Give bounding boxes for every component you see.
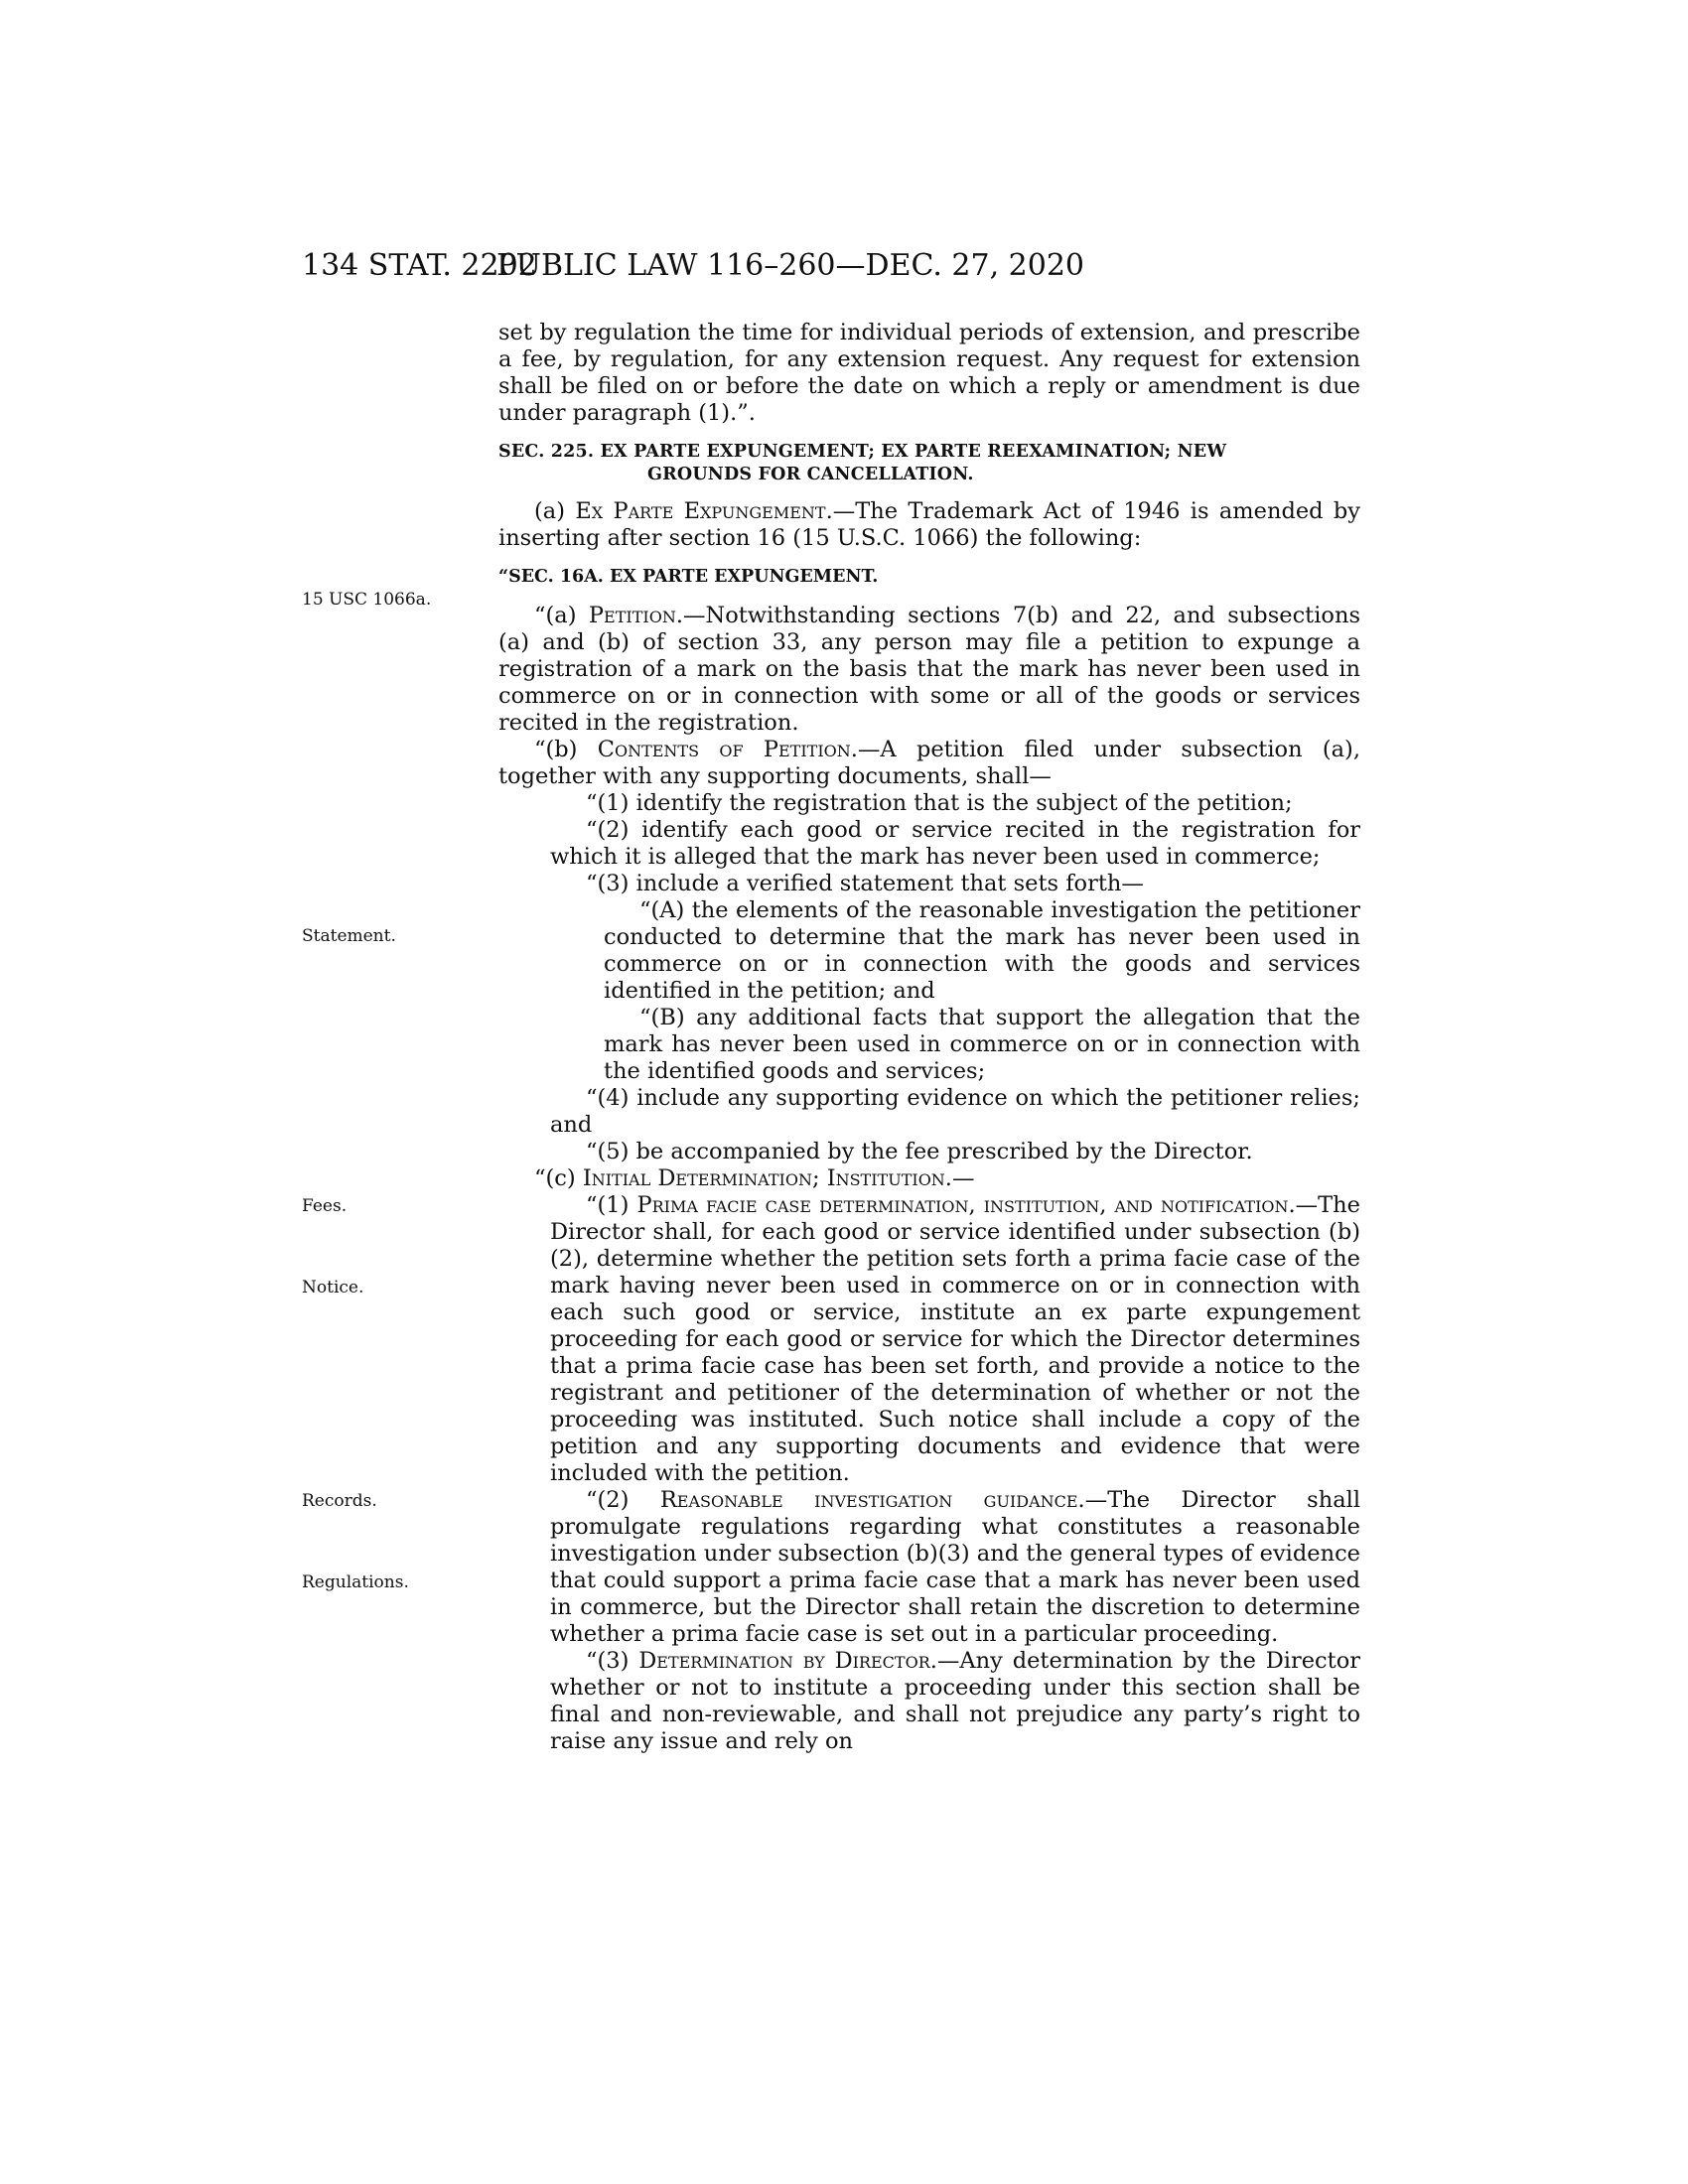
paragraph-a-petition: [498, 603, 1360, 737]
clause-b1: “(1) identify the registration that is the subject of the petition;: [586, 790, 1293, 816]
margin-note-fees: Fees.: [302, 1196, 348, 1216]
statute-body: [498, 320, 1360, 1755]
section-225-heading: [498, 441, 1360, 486]
subsection-a-heading: Ex Parte Expungement.: [575, 498, 833, 524]
subsection-a: [498, 498, 1360, 552]
clause-c1-heading: Prima facie case determination, institution, and notification.: [636, 1192, 1296, 1218]
stat-reference: 134 STAT. 2202: [302, 248, 537, 283]
clause-c2-text: —The Director shall promulgate regulations regarding what constitutes a reasonable investigation under subsection (b)(3) and the general types of evidence that could support a prima facie case that a mark has never been used in commerce, but the Director shall retain the discretion to determine whether a prima facie case is set out in a particular proceeding.: [550, 1487, 1361, 1647]
subsection-a-text: —The Trademark Act of 1946 is amended by inserting after section 16 (15 U.S.C. 1066) the following:: [498, 498, 1361, 551]
clause-c2-lead: “(2): [586, 1487, 630, 1513]
paragraph-b-contents: [498, 737, 1360, 790]
clause-c3: [550, 1648, 1360, 1755]
clause-c2-heading: Reasonable investigation guidance.: [659, 1487, 1085, 1513]
paragraph-c-heading: [498, 1165, 1360, 1192]
continued-paragraph: set by regulation the time for individual periods of extension, and prescribe a fee, by regulation, for any extension request. Any request for extension shall be filed on or before the date on which a reply or amendment is due under paragraph (1).”.: [498, 320, 1360, 426]
clause-c1-text: —The Director shall, for each good or service identified under subsection (b)(2), determine whether the petition sets forth a prima facie case of the mark having never been used in commerce on or in connection with each such good or service, institute an ex parte expungement proceeding for each good or service for which the Director determines that a prima facie case has been set forth, and provide a notice to the registrant and petitioner of the determination of whether or not the proceeding was instituted. Such notice shall include a copy of the petition and any supporting documents and evidence that were included with the petition.: [550, 1192, 1360, 1486]
subsection-a-lead: (a): [534, 498, 565, 524]
paragraph-a-lead: “(a): [534, 603, 577, 628]
clause-c3-text: —Any determination by the Director whether or not to institute a proceeding under this section shall be final and non-reviewable, and shall not prejudice any party’s right to raise any issue and rely on: [550, 1648, 1360, 1754]
section-225-heading-line2: GROUNDS FOR CANCELLATION.: [647, 465, 974, 484]
clause-b3B: “(B) any additional facts that support the allegation that the mark has never been used in commerce on or in connection with the identified goods and services;: [604, 1005, 1360, 1084]
paragraph-c-title: Initial Determination; Institution.: [582, 1165, 952, 1191]
clause-c2: [550, 1487, 1360, 1648]
clause-b5: “(5) be accompanied by the fee prescribed by the Director.: [586, 1139, 1253, 1164]
paragraph-a-heading: Petition.: [588, 603, 683, 628]
paragraph-a-text: —Notwithstanding sections 7(b) and 22, and subsections (a) and (b) of section 33, any person may file a petition to expunge a registration of a mark on the basis that the mark has never been used in commerce on or in connection with some or all of the goods or services recited in the registration.: [498, 603, 1360, 736]
clause-c3-heading: Determination by Director.: [638, 1648, 937, 1674]
paragraph-b-lead: “(b): [534, 737, 578, 762]
paragraph-c-dash: —: [951, 1165, 975, 1191]
clause-c1: [550, 1192, 1360, 1487]
paragraph-c-lead: “(c): [534, 1165, 576, 1191]
clause-b4: “(4) include any supporting evidence on which the petitioner relies; and: [550, 1085, 1360, 1138]
section-16a-heading: “SEC. 16A. EX PARTE EXPUNGEMENT.: [498, 567, 879, 587]
page-header: [302, 248, 1364, 288]
public-law-reference: PUBLIC LAW 116–260—DEC. 27, 2020: [496, 248, 1085, 283]
paragraph-b-text: —A petition filed under subsection (a), together with any supporting documents, shall—: [498, 737, 1360, 789]
margin-note-records: Records.: [302, 1491, 377, 1511]
margin-note-statement: Statement.: [302, 926, 396, 946]
clause-c3-lead: “(3): [586, 1648, 630, 1674]
clause-b3A: “(A) the elements of the reasonable investigation the petitioner conducted to determine that the mark has never been used in commerce on or in connection with the goods and services identified in the petition; and: [604, 897, 1360, 1004]
clause-c1-lead: “(1): [586, 1192, 630, 1218]
paragraph-b-heading: Contents of Petition.: [597, 737, 858, 762]
section-225-heading-line1: SEC. 225. EX PARTE EXPUNGEMENT; EX PARTE REEXAMINATION; NEW: [498, 442, 1227, 462]
margin-note-usc: 15 USC 1066a.: [302, 590, 432, 610]
clause-b3: “(3) include a verified statement that sets forth—: [586, 871, 1144, 896]
margin-note-regulations: Regulations.: [302, 1572, 409, 1592]
clause-b2: “(2) identify each good or service recited in the registration for which it is alleged that the mark has never been used in commerce;: [550, 817, 1360, 870]
margin-note-notice: Notice.: [302, 1278, 364, 1297]
